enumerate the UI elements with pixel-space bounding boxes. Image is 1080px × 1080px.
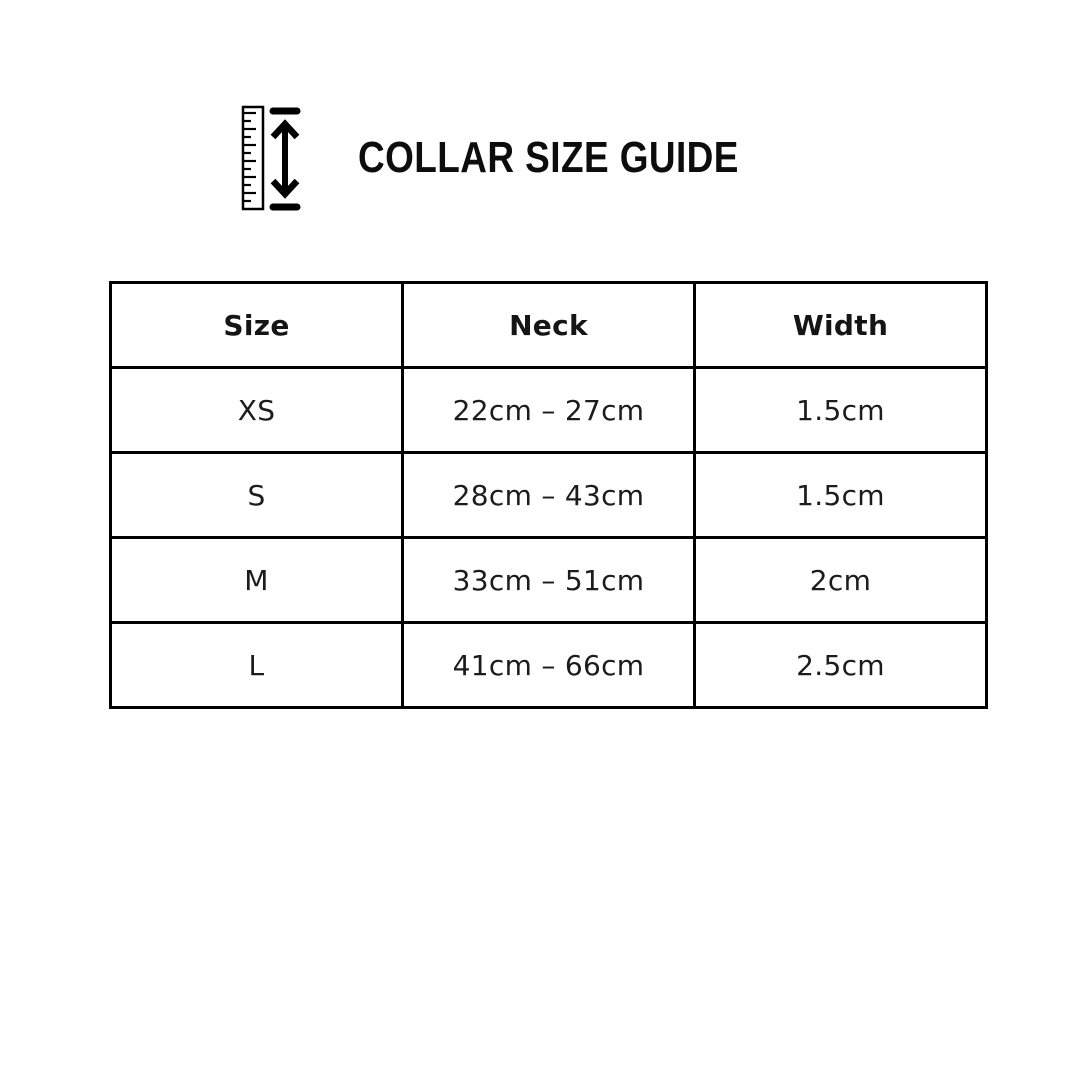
height-ruler-measure-icon xyxy=(239,103,305,215)
size-cell: M xyxy=(111,538,403,623)
neck-cell: 22cm – 27cm xyxy=(403,368,695,453)
size-cell: XS xyxy=(111,368,403,453)
page-title: COLLAR SIZE GUIDE xyxy=(358,133,739,182)
double-arrow xyxy=(273,124,297,194)
size-cell: L xyxy=(111,623,403,708)
width-cell: 2cm xyxy=(695,538,987,623)
size-guide-table xyxy=(109,281,988,709)
table-row-l xyxy=(111,623,987,708)
table-row-s xyxy=(111,453,987,538)
width-cell: 2.5cm xyxy=(695,623,987,708)
table-row-xs xyxy=(111,368,987,453)
table-row-m xyxy=(111,538,987,623)
neck-cell: 28cm – 43cm xyxy=(403,453,695,538)
table-header-row xyxy=(111,283,987,368)
width-cell: 1.5cm xyxy=(695,368,987,453)
neck-cell: 33cm – 51cm xyxy=(403,538,695,623)
neck-cell: 41cm – 66cm xyxy=(403,623,695,708)
size-cell: S xyxy=(111,453,403,538)
column-header-width: Width xyxy=(695,283,987,368)
column-header-size: Size xyxy=(111,283,403,368)
width-cell: 1.5cm xyxy=(695,453,987,538)
column-header-neck: Neck xyxy=(403,283,695,368)
